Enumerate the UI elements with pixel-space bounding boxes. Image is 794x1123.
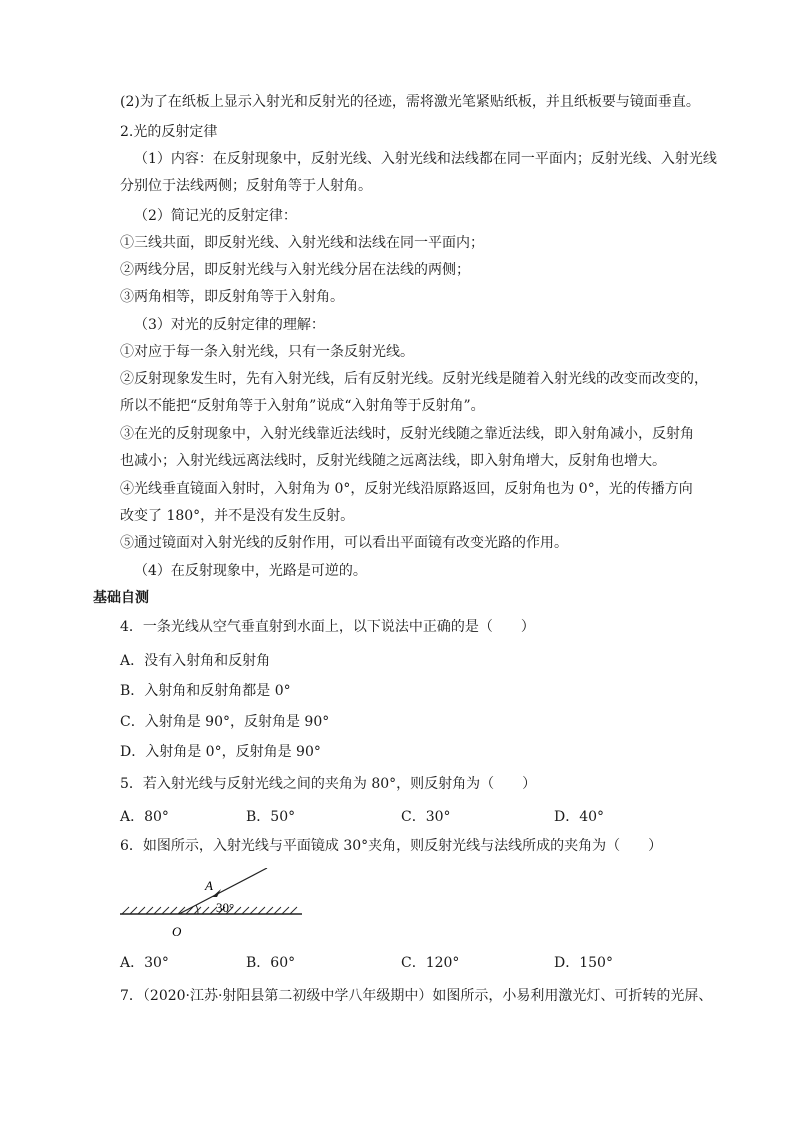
text-line: （4）在反射现象中，光路是可逆的。 [134, 563, 367, 579]
text-line: ③在光的反射现象中，入射光线靠近法线时，反射光线随之靠近法线，即入射角减小，反射角 [120, 426, 694, 442]
question-6-options [120, 952, 640, 972]
section-heading: 2.光的反射定律 [120, 124, 218, 140]
angle-label: 30° [216, 900, 235, 915]
question-5-options [120, 806, 640, 826]
text-line: ④光线垂直镜面入射时，入射角为 0°，反射光线沿原路返回，反射角也为 0°，光的传播方向 [120, 481, 693, 497]
text-line: 分别位于法线两侧；反射角等于人射角。 [120, 178, 372, 194]
question-4-option-a: A．没有入射角和反射角 [120, 653, 271, 669]
text-line: 所以不能把“反射角等于入射角”说成“入射角等于反射角”。 [120, 398, 485, 414]
question-6-option-a: A．30° [120, 955, 169, 971]
text-line: （3）对光的反射定律的理解： [134, 317, 325, 333]
mirror-diagram [120, 868, 310, 940]
text-line: (2)为了在纸板上显示入射光和反射光的径迹，需将激光笔紧贴纸板，并且纸板要与镜面垂直。 [120, 94, 700, 110]
question-6-option-b: B．60° [246, 955, 296, 971]
text-line: （2）简记光的反射定律： [134, 208, 297, 224]
mirror-hatching [122, 907, 297, 914]
angle-arc [196, 905, 198, 914]
question-4-option-c: C．入射角是 90°，反射角是 90° [120, 714, 330, 730]
question-5-option-b: B．50° [246, 809, 296, 825]
text-line: 也减小；入射光线远离法线时，反射光线随之远离法线，即入射角增大，反射角也增大。 [120, 453, 666, 469]
text-line: ②两线分居，即反射光线与入射光线分居在法线的两侧； [120, 262, 470, 278]
question-5-stem: 5．若入射光线与反射光线之间的夹角为 80°，则反射角为（ ） [120, 776, 537, 792]
text-line: ③两角相等，即反射角等于入射角。 [120, 289, 344, 305]
question-4-option-b: B．入射角和反射角都是 0° [120, 683, 291, 699]
question-6-option-d: D．150° [554, 955, 613, 971]
label-a: A [205, 878, 213, 893]
text-line: （1）内容：在反射现象中，反射光线、入射光线和法线都在同一平面内；反射光线、入射光线 [134, 151, 717, 167]
question-6-stem: 6．如图所示，入射光线与平面镜成 30°夹角，则反射光线与法线所成的夹角为（ ） [120, 838, 663, 854]
text-line: ①对应于每一条入射光线，只有一条反射光线。 [120, 344, 414, 360]
section-title: 基础自测 [93, 590, 149, 606]
question-4-stem: 4．一条光线从空气垂直射到水面上，以下说法中正确的是（ ） [120, 619, 535, 635]
text-line: ⑤通过镜面对入射光线的反射作用，可以看出平面镜有改变光路的作用。 [120, 535, 568, 551]
label-o: O [172, 924, 182, 939]
question-7-stem: 7．（2020·江苏·射阳县第二初级中学八年级期中）如图所示，小易利用激光灯、可折转的光屏、 [120, 988, 713, 1004]
question-5-option-d: D．40° [554, 809, 605, 825]
question-4-option-d: D．入射角是 0°，反射角是 90° [120, 744, 321, 760]
question-5-option-c: C．30° [401, 809, 451, 825]
text-line: 改变了 180°，并不是没有发生反射。 [120, 508, 355, 524]
text-line: ②反射现象发生时，先有入射光线，后有反射光线。反射光线是随着入射光线的改变而改变的， [120, 371, 708, 387]
text-line: ①三线共面，即反射光线、入射光线和法线在同一平面内； [120, 235, 484, 251]
question-6-option-c: C．120° [401, 955, 460, 971]
question-5-option-a: A．80° [120, 809, 169, 825]
